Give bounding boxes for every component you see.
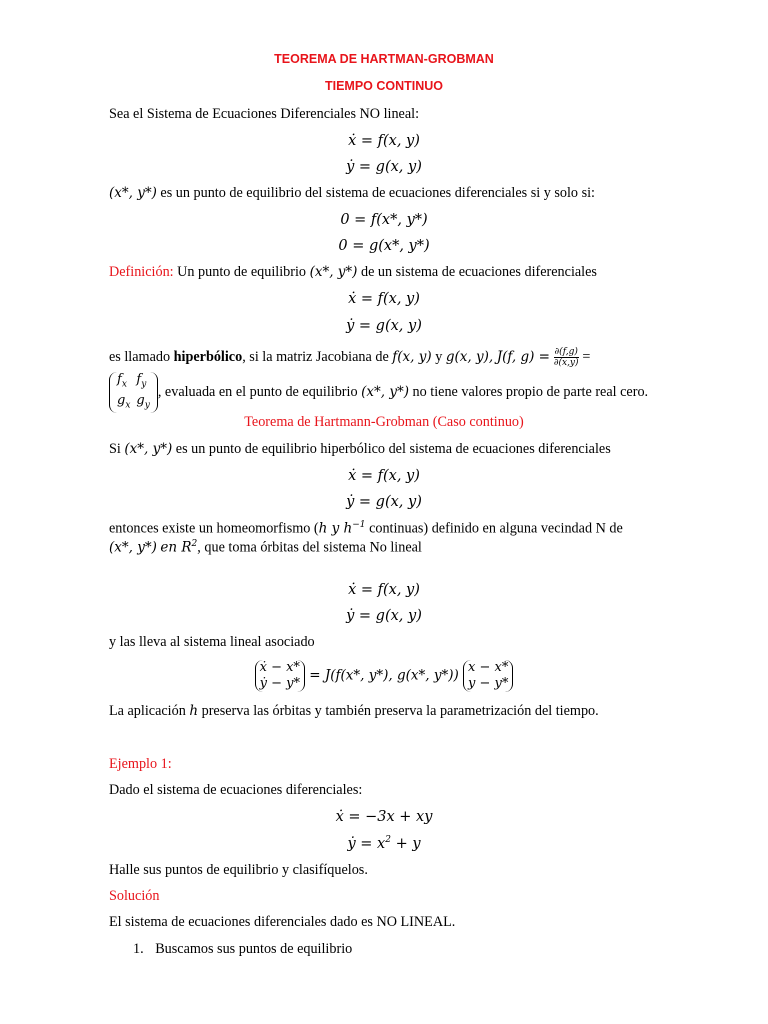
homeomorphism-point: (x*, y*) [109,539,157,556]
application-text-a: La aplicación [109,703,186,719]
theorem-hypothesis-text: es un punto de equilibrio hiperbólico del sistema de ecuaciones diferenciales [175,441,611,457]
homeomorphism-line-1 [109,520,623,538]
equilibrium-point: (x*, y*) [109,185,157,201]
hyperbolic-line-2 [109,372,648,413]
application-paragraph [109,703,599,720]
step-1-number: 1. [133,941,144,957]
definition-paragraph [109,264,597,281]
definition-point: (x*, y*) [309,264,358,280]
step-1-text: Buscamos sus puntos de equilibrio [155,941,353,957]
jacobian-equals: = [582,348,591,365]
linear-left-vector [255,660,305,692]
linear-right-1: x − x* [468,660,509,675]
application-h: h [189,703,199,719]
theorem-equation-y: ẏ = g(x, y) [346,494,422,510]
hyperbolic-text-a: es llamado [109,348,171,365]
hyperbolic-g: g(x, y), [445,348,494,365]
jacobian-fraction [554,347,579,368]
intro-text: Sea el Sistema de Ecuaciones Diferenciales NO lineal: [109,106,420,122]
definition-label: Definición: [109,264,174,280]
equation-f-zero: 0 = f(x*, y*) [340,212,428,228]
nonlinear-equation-y: ẏ = g(x, y) [346,608,422,624]
equation-g-zero: 0 = g(x*, y*) [338,238,430,254]
homeomorphism-text-c: , que toma órbitas del sistema No lineal [197,539,422,556]
hyperbolic-y: y [435,348,443,365]
example-equation-x: ẋ = −3x + xy [335,809,433,825]
jacobian-matrix [109,372,158,413]
example-equation-y-lhs: ẏ = x [347,835,386,852]
homeomorphism-text-b: continuas) definido en alguna vecindad N de [369,520,623,537]
document-title: TEOREMA DE HARTMAN-GROBMAN [274,52,494,66]
example-equation-y-rest: + y [395,835,421,852]
linear-system-equation [0,660,768,692]
equilibrium-text: es un punto de equilibrio del sistema de ecuaciones diferenciales si y solo si: [160,185,595,201]
linear-jacobian: = J(f(x*, y*), g(x*, y*)) [309,667,459,684]
matrix-fx: $f_x$ [117,372,127,390]
linear-right-2: y − y* [468,676,509,691]
homeomorphism-exponent: −1 [352,520,366,530]
example-text: Dado el sistema de ecuaciones diferenciales: [109,782,363,798]
example-label: Ejemplo 1: [109,756,172,772]
linear-right-vector [463,660,513,692]
jacobian-numerator: ∂(f,g) [554,347,578,357]
linear-left-1: ẋ − x* [259,660,300,675]
linear-left-2: ẏ − y* [259,676,300,691]
homeomorphism-line-2 [109,539,422,557]
halle-text: Halle sus puntos de equilibrio y clasifíquelos. [109,862,368,878]
homeomorphism-space-exponent: 2 [191,539,198,549]
hyperbolic-line-1 [109,347,659,368]
homeomorphism-h: h y h [318,520,353,537]
theorem-equation-x: ẋ = f(x, y) [348,468,420,484]
matrix-gy: $g_y$ [136,392,150,411]
equation-y-dot: ẏ = g(x, y) [346,159,422,175]
theorem-hypothesis [109,441,611,458]
solution-text: El sistema de ecuaciones diferenciales dado es NO LINEAL. [109,914,456,930]
theorem-point: (x*, y*) [124,441,173,457]
hyperbolic-text-c: , evaluada en el punto de equilibrio [157,383,358,400]
solution-label: Solución [109,888,160,904]
theorem-title: Teorema de Hartmann-Grobman (Caso continuo) [244,414,524,430]
definition-equation-x: ẋ = f(x, y) [348,291,420,307]
si-text: Si [109,441,121,457]
example-equation-y [0,835,768,852]
definition-text-b: de un sistema de ecuaciones diferenciales [360,264,597,280]
equation-x-dot: ẋ = f(x, y) [348,133,420,149]
homeomorphism-space: en R [160,539,192,556]
nonlinear-equation-x: ẋ = f(x, y) [348,582,420,598]
jacobian-label: J(f, g) = [496,348,550,365]
hyperbolic-f: f(x, y) [392,348,432,365]
step-1 [133,941,352,958]
equilibrium-paragraph [109,185,595,202]
application-text-b: preserva las órbitas y también preserva la parametrización del tiempo. [201,703,599,719]
document-subtitle: TIEMPO CONTINUO [324,79,444,93]
hyperbolic-bold: hiperbólico [173,348,243,365]
definition-equation-y: ẏ = g(x, y) [346,318,422,334]
definition-text-a: Un punto de equilibrio [177,264,307,280]
matrix-gx: $g_x$ [117,392,131,411]
jacobian-denominator: ∂(x,y) [553,358,579,368]
hyperbolic-text-d: no tiene valores propio de parte real cero. [412,383,649,400]
example-equation-y-exponent: 2 [385,835,391,845]
hyperbolic-point: (x*, y*) [361,383,409,400]
linear-system-intro: y las lleva al sistema lineal asociado [109,634,315,650]
homeomorphism-text-a: entonces existe un homeomorfismo ( [109,520,319,537]
hyperbolic-text-b: , si la matriz Jacobiana de [242,348,389,365]
matrix-fy: $f_y$ [136,372,147,390]
